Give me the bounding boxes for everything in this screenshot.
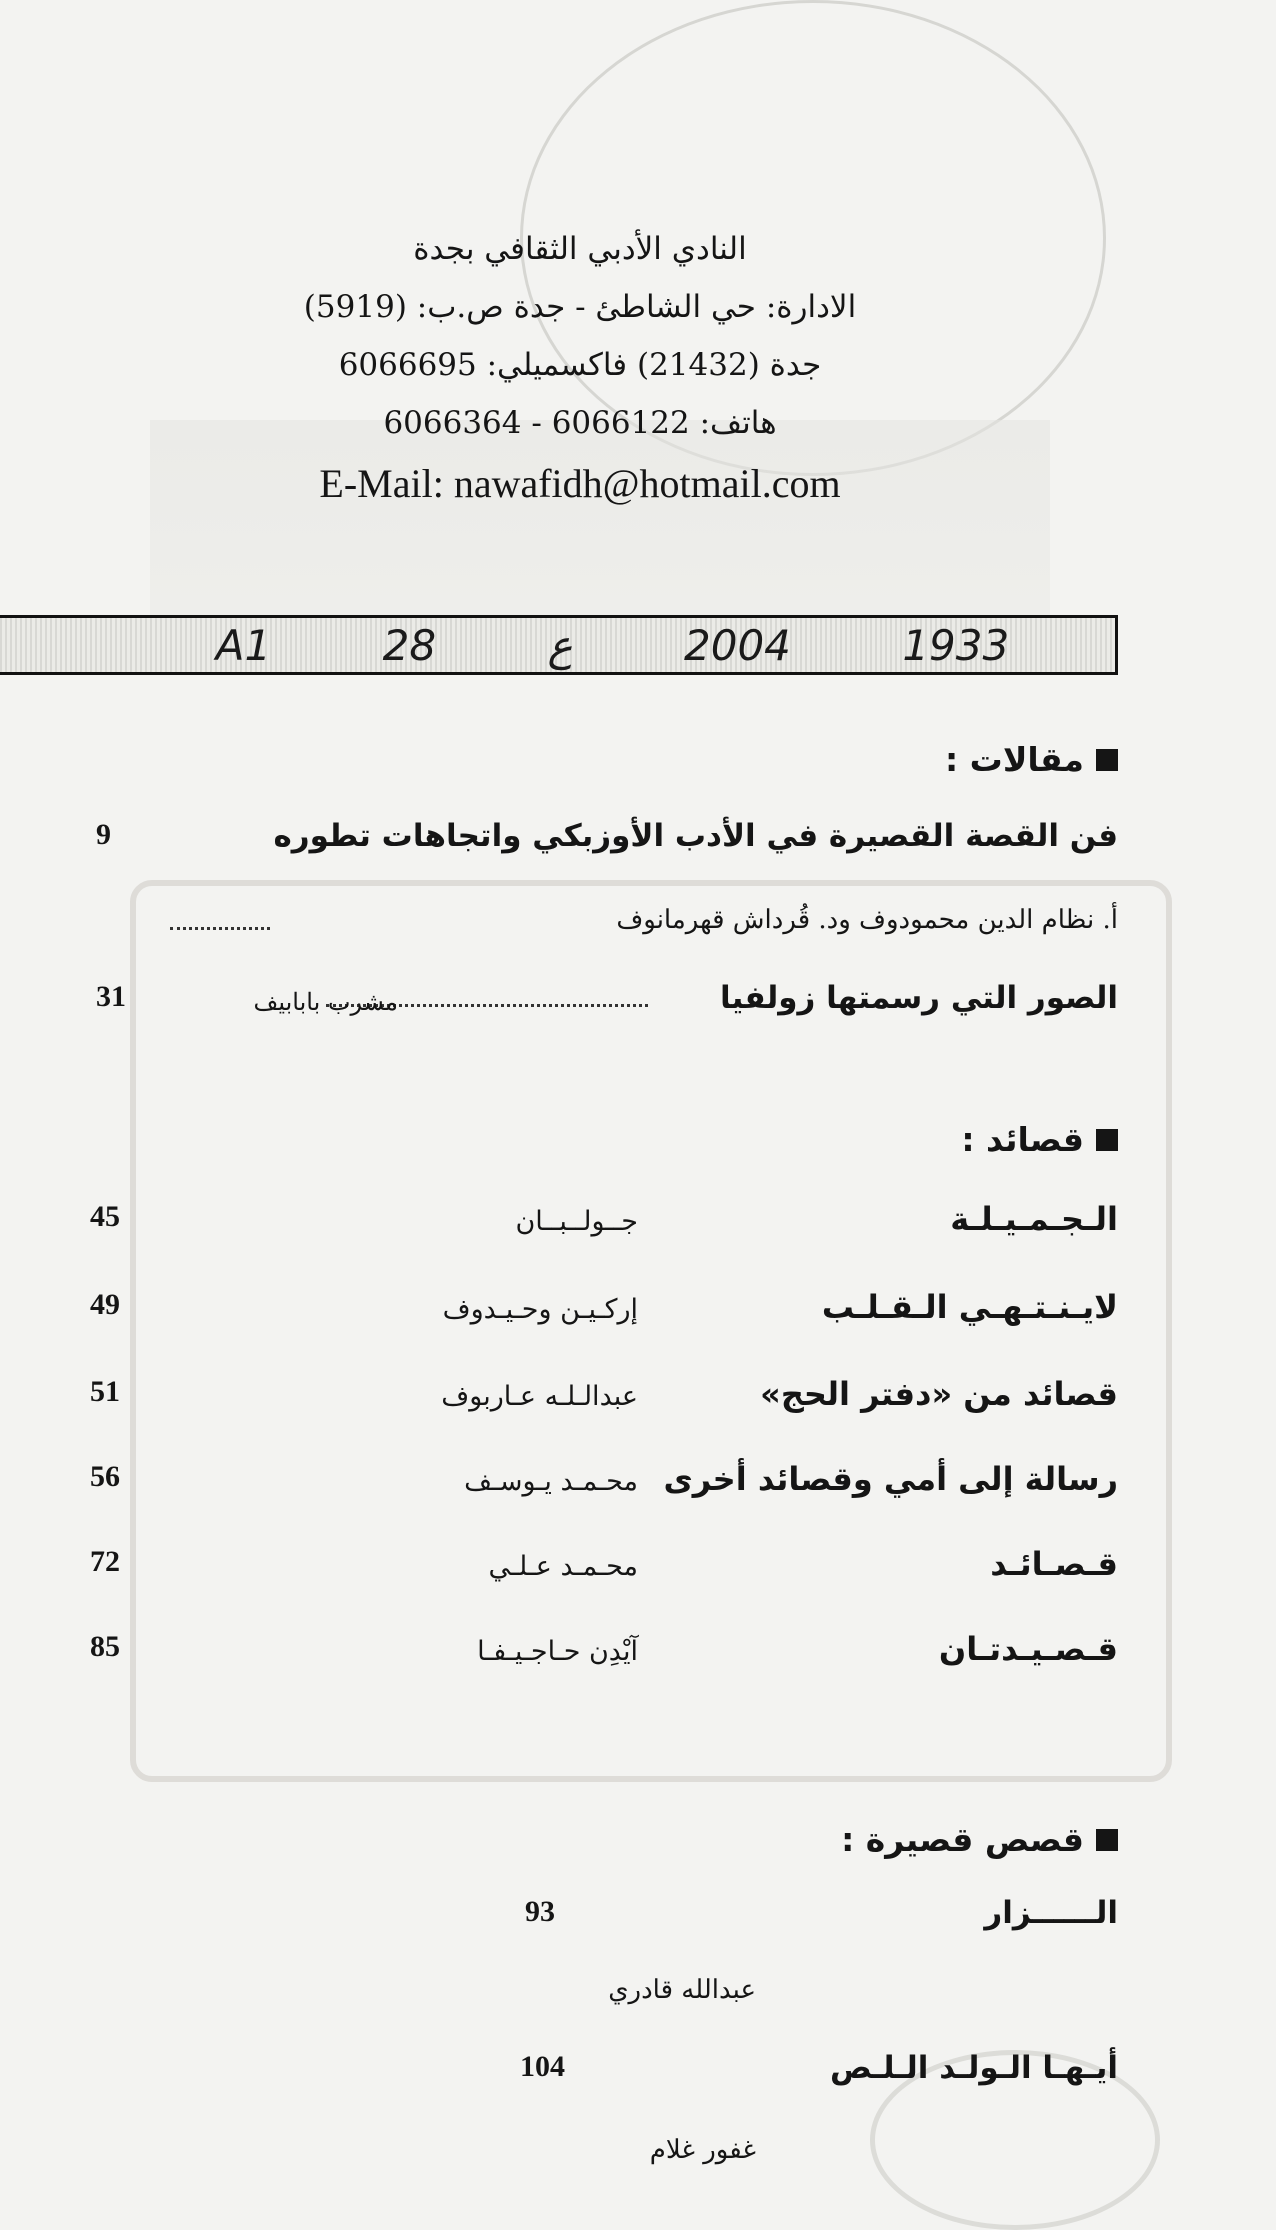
toc-entry-title: أيـهـا الـولـد الـلـص — [830, 2050, 1118, 2086]
toc-entry-page: 72 — [90, 1545, 120, 1578]
band-mark-5: 1933 — [902, 620, 1010, 670]
dot-leader — [170, 905, 270, 930]
toc-entry-title: فن القصة القصيرة في الأدب الأوزبكي واتجاهات تطوره — [273, 818, 1118, 854]
toc-entry-page: 31 — [96, 980, 126, 1013]
section-heading-articles: مقالات : — [945, 740, 1118, 779]
band-mark-2: 28 — [382, 620, 437, 670]
toc-entry-author: مشرب بابابيف — [253, 988, 398, 1016]
section-heading-stories: قصص قصيرة : — [841, 1820, 1118, 1859]
toc-entry-title: قـصـائـد — [990, 1545, 1118, 1583]
toc-entry-page: 45 — [90, 1200, 120, 1233]
band-mark-1: A1 — [215, 620, 272, 670]
toc-entry-title: رسالة إلى أمي وقصائد أخرى — [663, 1460, 1118, 1498]
toc-entry-author: محـمـد يـوسـف — [464, 1466, 638, 1497]
toc-entry-page: 56 — [90, 1460, 120, 1493]
toc-entry-author: جــولــبــان — [515, 1206, 638, 1237]
handwritten-catalog-band — [0, 615, 1118, 675]
toc-entry-page: 51 — [90, 1375, 120, 1408]
toc-entry — [90, 1375, 1118, 1435]
bullet-square-icon — [1096, 1129, 1118, 1151]
toc-entry — [90, 1288, 1118, 1348]
toc-entry-author: إركـيـن وحـيـدوف — [442, 1294, 638, 1325]
address-line: الادارة: حي الشاطئ - جدة ص.ب: (5919) — [303, 289, 857, 325]
toc-entry-author: أ. نظام الدين محمودوف ود. قُرداش قهرمانوف — [616, 905, 1118, 935]
postal-fax-line: جدة (21432) فاكسميلي: 6066695 — [338, 347, 822, 383]
toc-entry — [90, 1460, 1118, 1520]
toc-entry-author: آيْدِن حـاجـيـفـا — [477, 1636, 638, 1667]
bullet-square-icon — [1096, 1829, 1118, 1851]
band-mark-3: ع — [547, 620, 573, 670]
toc-entry-title: قصائد من «دفتر الحج» — [760, 1375, 1118, 1413]
publisher-header — [200, 220, 960, 516]
toc-entry — [90, 1545, 1118, 1605]
toc-entry-title: قـصـيـدتـان — [938, 1630, 1118, 1668]
toc-entry-page: 85 — [90, 1630, 120, 1663]
toc-entry-author: عبدالـلـه عـاربوف — [441, 1381, 638, 1412]
toc-entry-page: 93 — [525, 1895, 555, 1928]
band-mark-4: 2004 — [684, 620, 791, 670]
toc-entry-page: 104 — [520, 2050, 565, 2083]
toc-entry-author: عبدالله قادري — [608, 1975, 756, 2005]
toc-entry-title: الــــــزار — [984, 1895, 1118, 1931]
toc-entry-title: الـجـمـيـلـة — [950, 1200, 1118, 1238]
club-name: النادي الأدبي الثقافي بجدة — [413, 231, 747, 267]
toc-entry-page: 9 — [96, 818, 111, 851]
toc-entry-page: 49 — [90, 1288, 120, 1321]
phone-line: هاتف: 6066122 - 6066364 — [383, 405, 777, 441]
bullet-square-icon — [1096, 749, 1118, 771]
toc-entry — [96, 980, 1118, 1030]
email-line: E-Mail: nawafidh@hotmail.com — [319, 461, 841, 506]
toc-entry — [90, 1630, 1118, 1690]
toc-entry-author: غفور غلام — [649, 2135, 756, 2165]
toc-entry-title: الصور التي رسمتها زولفيا — [720, 980, 1118, 1016]
section-heading-poems: قصائد : — [961, 1120, 1118, 1159]
toc-entry — [90, 1200, 1118, 1260]
toc-entry-title: لايـنـتـهـي الـقـلـب — [821, 1288, 1118, 1326]
toc-entry-author: محـمـد عـلـي — [488, 1551, 638, 1582]
